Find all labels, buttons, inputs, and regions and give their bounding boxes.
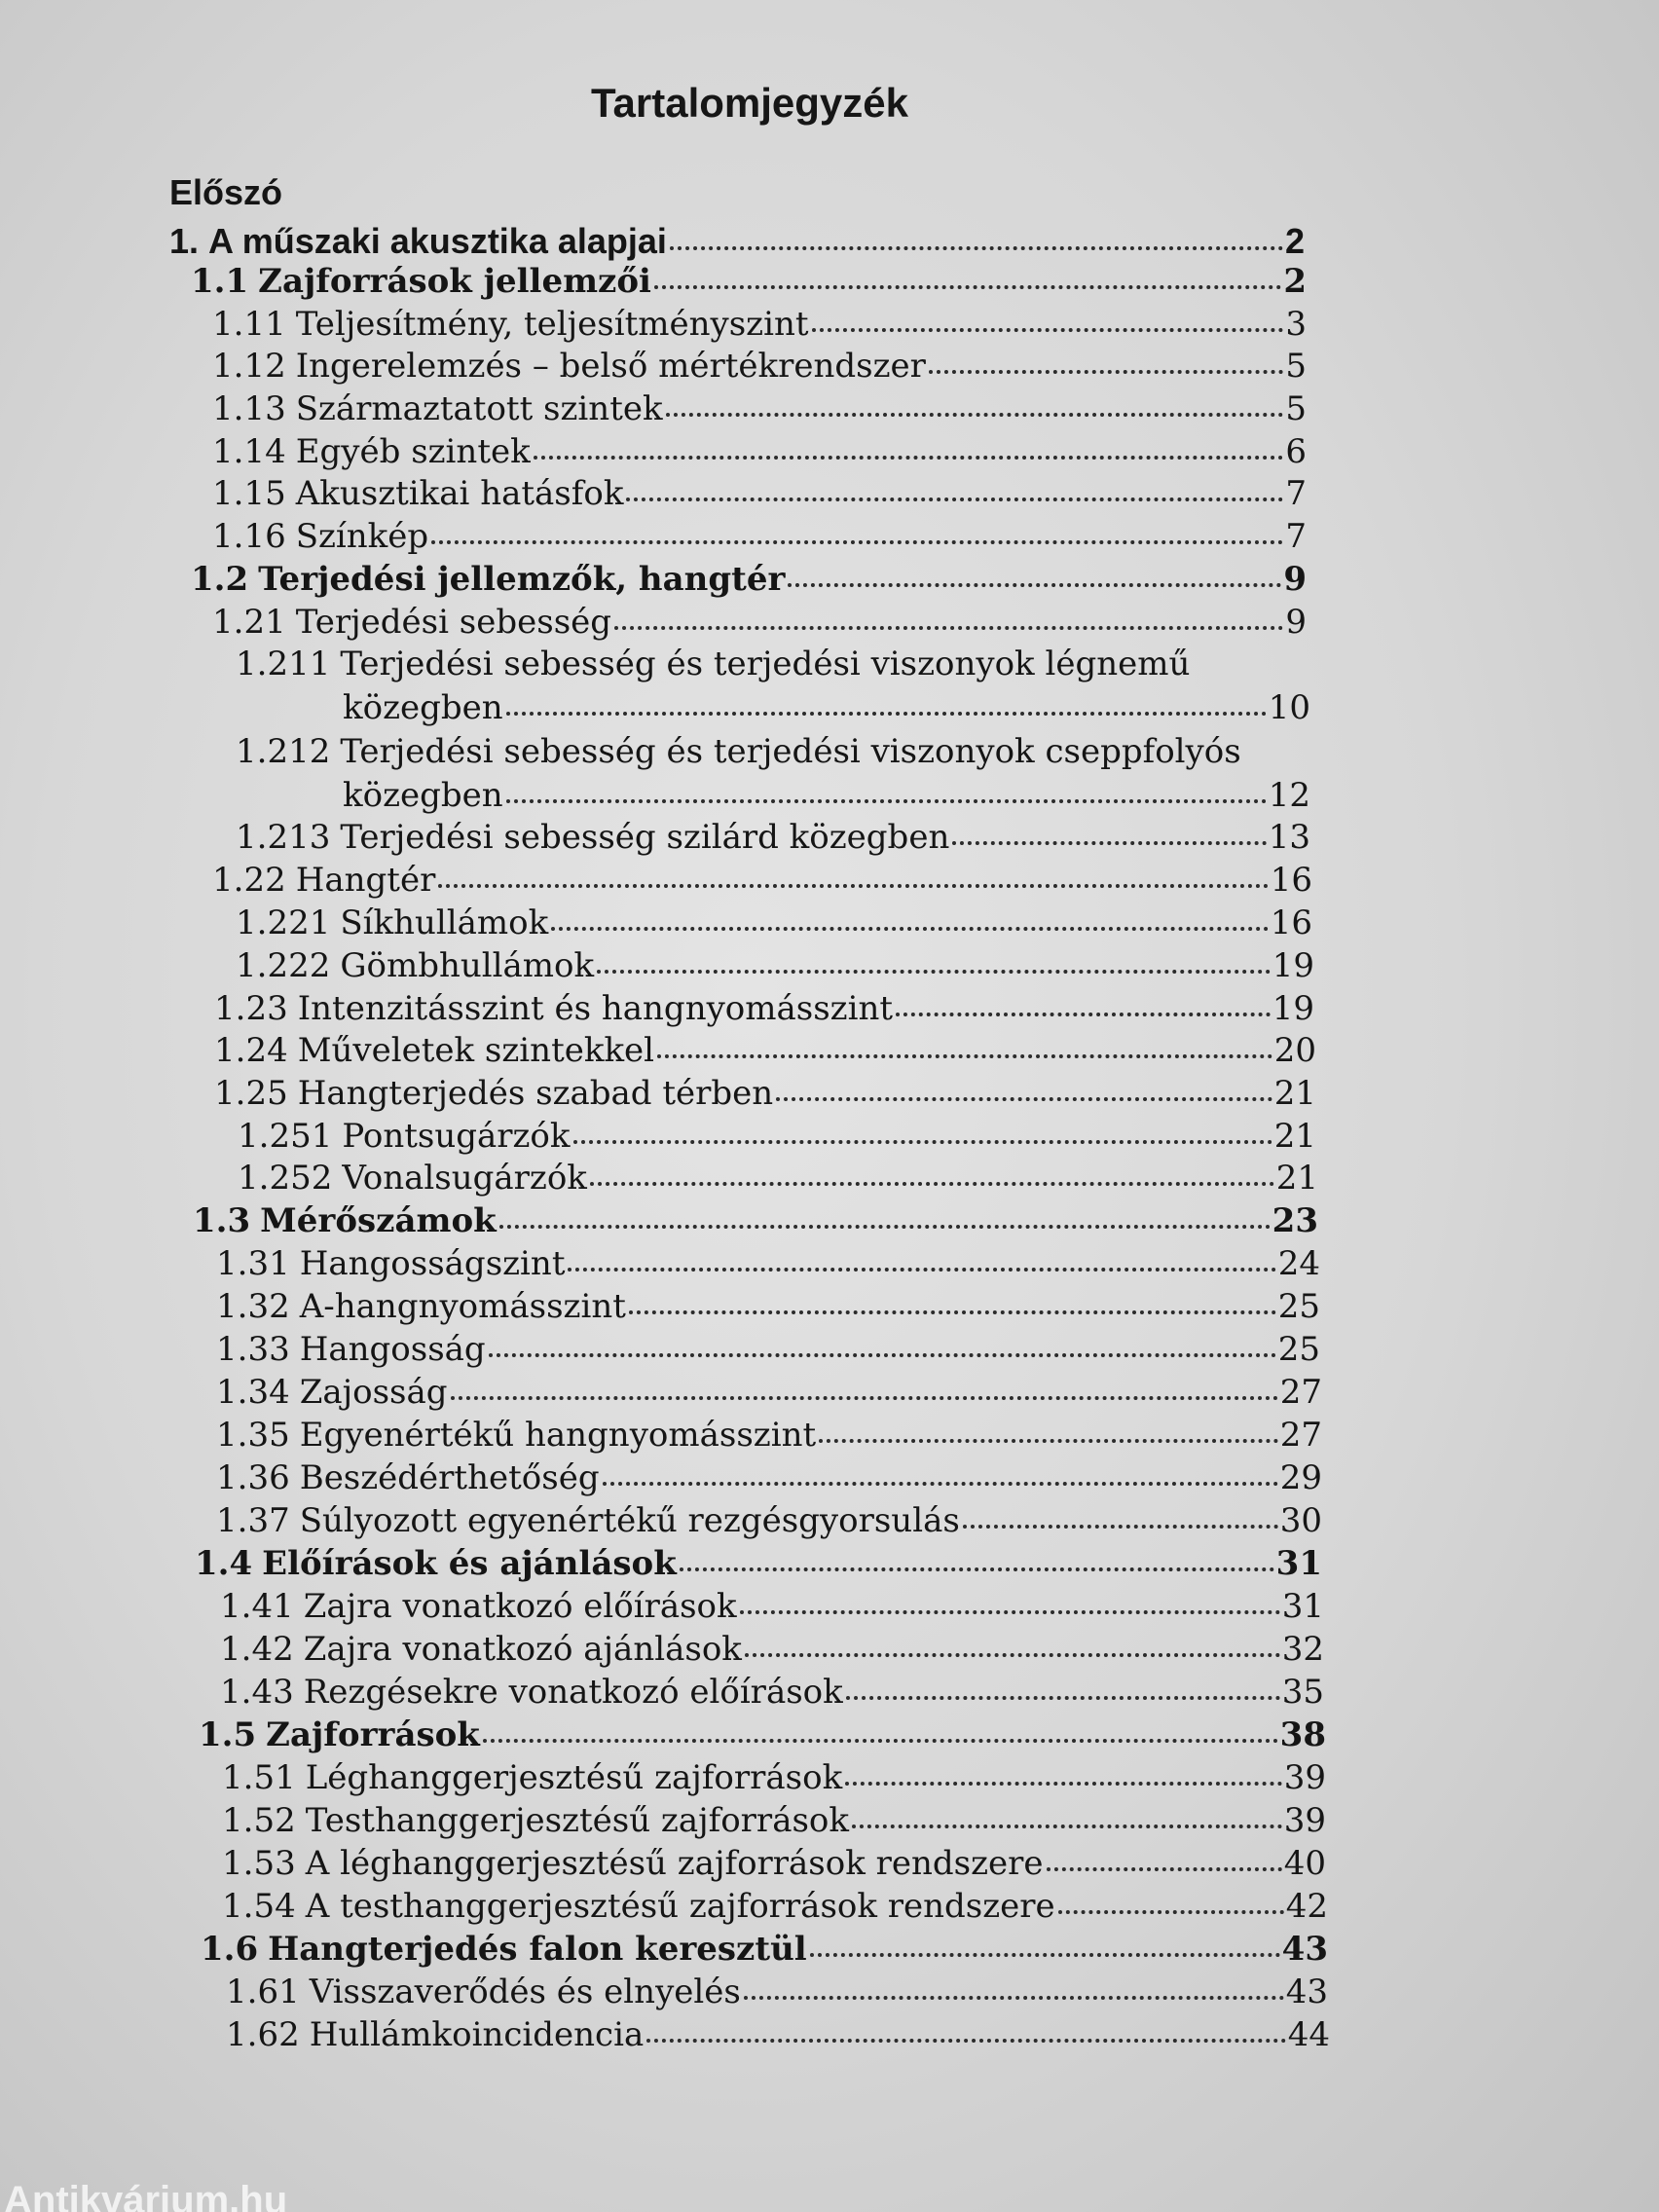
dot-leader — [499, 1225, 1271, 1229]
toc-page-number: 16 — [1270, 861, 1312, 900]
toc-page-number: 21 — [1275, 1159, 1318, 1198]
toc-page-number: 19 — [1272, 946, 1314, 985]
toc-page-number: 25 — [1277, 1330, 1320, 1369]
toc-entry-number: 1.62 — [226, 2015, 300, 2054]
dot-leader — [573, 1140, 1272, 1144]
dot-leader — [654, 285, 1281, 289]
toc-entry-number: 1.37 — [216, 1501, 290, 1540]
dot-leader — [451, 1396, 1278, 1400]
toc-entry-number: 1.36 — [216, 1458, 290, 1497]
dot-leader — [666, 413, 1284, 417]
toc-entry-number: 1.32 — [216, 1287, 290, 1326]
toc-page-number: 32 — [1281, 1630, 1324, 1669]
toc-page-number: 7 — [1285, 474, 1307, 513]
dot-leader — [745, 1653, 1280, 1657]
toc-entry-label: Terjedési sebesség és terjedési viszonyok légnemű — [340, 645, 1191, 683]
toc-entry — [212, 347, 1307, 386]
page-title: Tartalomjegyzék — [590, 80, 908, 126]
toc-entry-number: 1.34 — [216, 1373, 290, 1412]
toc-page-number: 43 — [1281, 1930, 1328, 1969]
toc-page-number: 24 — [1277, 1244, 1320, 1283]
toc-entry-number: 1.14 — [212, 432, 286, 471]
toc-entry-number: 1.51 — [222, 1758, 296, 1797]
toc-entry-number: 1.1 — [191, 262, 249, 301]
toc-entry — [212, 517, 1307, 556]
toc-entry-label: Egyéb szintek — [295, 432, 531, 471]
toc-entry-label: Zajra vonatkozó ajánlások — [303, 1630, 742, 1669]
dot-leader — [431, 540, 1283, 544]
toc-entry-label: Hangterjedés szabad térben — [297, 1074, 774, 1113]
toc-page-number: 5 — [1285, 389, 1307, 428]
toc-entry-label: Ingerelemzés – belső mértékrendszer — [295, 347, 926, 386]
toc-entry-continuation — [343, 776, 1310, 815]
toc-entry-number: 1.2 — [191, 560, 249, 599]
toc-entry-label: Vonalsugárzók — [342, 1159, 587, 1198]
toc-entry — [220, 1673, 1324, 1712]
toc-entry-number: 1.42 — [220, 1630, 294, 1669]
toc-page-number: 43 — [1285, 1972, 1328, 2011]
toc-entry-number: 1.222 — [236, 946, 331, 985]
dot-leader — [590, 1182, 1274, 1186]
toc-page-number: 5 — [1285, 347, 1307, 386]
toc-page-number: 10 — [1268, 688, 1310, 727]
toc-entry-number: 1.22 — [212, 861, 286, 900]
toc-entry-label: Terjedési sebesség szilárd közegben — [340, 818, 950, 857]
toc-entry-number: 1.41 — [220, 1587, 294, 1626]
toc-entry — [214, 989, 1314, 1028]
toc-entry — [216, 1244, 1320, 1283]
toc-entry-number: 1.54 — [222, 1887, 296, 1926]
toc-entry-number: 1.16 — [212, 517, 286, 556]
toc-entry — [212, 305, 1307, 344]
toc-page-number: 30 — [1279, 1501, 1322, 1540]
toc-entry — [236, 903, 1312, 942]
toc-entry-number: 1.221 — [236, 903, 331, 942]
dot-leader — [952, 841, 1266, 845]
toc-entry-label-continued: közegben — [343, 688, 503, 727]
toc-entry-number: 1.24 — [214, 1031, 288, 1070]
toc-entry-label: Hangosságszint — [299, 1244, 566, 1283]
toc-page-number: 35 — [1281, 1673, 1324, 1712]
toc-page-number: 2 — [1284, 221, 1305, 261]
toc-entry-label: Léghanggerjesztésű zajforrások — [305, 1758, 843, 1797]
toc-entry-label: Zajra vonatkozó előírások — [303, 1587, 737, 1626]
toc-entry-number: 1.61 — [226, 1972, 300, 2011]
dot-leader — [810, 1953, 1280, 1957]
toc-page-number: 31 — [1281, 1587, 1324, 1626]
dot-leader — [788, 583, 1281, 587]
dot-leader — [812, 328, 1284, 332]
toc-page-number: 9 — [1283, 560, 1307, 599]
toc-entry-label: Hangosság — [299, 1330, 486, 1369]
toc-entry-number: 1.15 — [212, 474, 286, 513]
toc-entry — [201, 1930, 1328, 1969]
toc-page-number: 38 — [1279, 1715, 1326, 1754]
toc-entry — [212, 603, 1307, 642]
dot-leader — [597, 970, 1271, 974]
dot-leader — [929, 370, 1283, 374]
toc-entry — [222, 1844, 1326, 1883]
toc-entry-label: A testhanggerjesztésű zajforrások rendszere — [305, 1887, 1055, 1926]
toc-entry-label: Beszédérthetőség — [299, 1458, 600, 1497]
dot-leader — [657, 1054, 1272, 1058]
toc-entry-label: Zajforrások — [266, 1715, 480, 1754]
toc-entry-number: 1.3 — [193, 1201, 251, 1240]
toc-entry — [212, 389, 1307, 428]
toc-page-number: 9 — [1285, 603, 1307, 642]
dot-leader — [896, 1013, 1271, 1016]
dot-leader — [551, 927, 1268, 931]
toc-page-number: 31 — [1275, 1544, 1322, 1583]
toc-entry — [238, 1117, 1316, 1156]
toc-entry — [226, 2015, 1330, 2054]
toc-entry-label: A léghanggerjesztésű zajforrások rendszere — [305, 1844, 1044, 1883]
toc-entry-label: Visszaverődés és elnyelés — [309, 1972, 741, 2011]
toc-entry-number: 1.251 — [238, 1117, 333, 1156]
toc-entry-number: 1.52 — [222, 1801, 296, 1840]
toc-page-number: 40 — [1283, 1844, 1326, 1883]
toc-entry-label: Egyenértékű hangnyomásszint — [299, 1416, 817, 1455]
dot-leader — [670, 246, 1283, 250]
toc-page-number: 16 — [1270, 903, 1312, 942]
toc-page-number: 27 — [1279, 1373, 1322, 1412]
toc-entry-number: 1.5 — [199, 1715, 257, 1754]
toc-entry-number: 1.53 — [222, 1844, 296, 1883]
toc-entry — [222, 1801, 1326, 1840]
toc-entry-label: Hangterjedés falon keresztül — [268, 1930, 807, 1969]
toc-entry-label: A-hangnyomásszint — [299, 1287, 626, 1326]
toc-entry-label: Pontsugárzók — [342, 1117, 571, 1156]
toc-entry-number: 1.35 — [216, 1416, 290, 1455]
toc-entry — [212, 861, 1312, 900]
toc-entry-label: Gömbhullámok — [340, 946, 595, 985]
dot-leader — [1058, 1910, 1284, 1914]
dot-leader — [438, 884, 1268, 888]
toc-entry — [169, 221, 1305, 261]
dot-leader — [603, 1482, 1278, 1486]
toc-page-number: 6 — [1285, 432, 1307, 471]
toc-entry-number: 1.13 — [212, 389, 286, 428]
toc-entry-number: 1.213 — [236, 818, 331, 857]
dot-leader — [852, 1825, 1282, 1828]
toc-page-number: 27 — [1279, 1416, 1322, 1455]
toc-entry-label: Színkép — [295, 517, 429, 556]
toc-entry-label: Származtatott szintek — [295, 389, 663, 428]
toc-entry-number: 1.25 — [214, 1074, 288, 1113]
toc-page-number: 7 — [1285, 517, 1307, 556]
toc-entry-number: 1.252 — [238, 1159, 333, 1198]
toc-page-number: 21 — [1273, 1117, 1316, 1156]
dot-leader — [744, 1996, 1284, 2000]
toc-entry-label: Súlyozott egyenértékű rezgésgyorsulás — [299, 1501, 960, 1540]
toc-entry — [195, 1544, 1322, 1583]
dot-leader — [534, 456, 1284, 460]
toc-entry — [216, 1501, 1322, 1540]
toc-page-number: 25 — [1277, 1287, 1320, 1326]
toc-page-number: 44 — [1287, 2015, 1330, 2054]
toc-heading: Előszó — [169, 172, 283, 212]
toc-entry-label: Terjedési jellemzők, hangtér — [258, 560, 786, 599]
dot-leader — [1047, 1867, 1282, 1871]
toc-entry-continuation — [343, 688, 1310, 727]
toc-entry — [216, 1416, 1322, 1455]
toc-entry-label: Testhanggerjesztésű zajforrások — [305, 1801, 849, 1840]
dot-leader — [614, 626, 1283, 630]
toc-entry-number: 1.4 — [195, 1544, 253, 1583]
toc-entry-label: Terjedési sebesség — [295, 603, 612, 642]
toc-page-number: 21 — [1273, 1074, 1316, 1113]
toc-entry — [191, 262, 1307, 301]
toc-entry-label: Hullámkoincidencia — [309, 2015, 645, 2054]
toc-entry-label-continued: közegben — [343, 776, 503, 815]
toc-entry — [214, 1031, 1316, 1070]
dot-leader — [845, 1782, 1282, 1786]
toc-entry-number: 1.211 — [236, 645, 331, 683]
toc-entry — [212, 432, 1307, 471]
toc-entry-number: 1.23 — [214, 989, 288, 1028]
toc-entry — [216, 1373, 1322, 1412]
dot-leader — [846, 1696, 1280, 1700]
toc-entry-number: 1.11 — [212, 305, 286, 344]
toc-entry — [236, 818, 1310, 857]
toc-entry — [216, 1287, 1320, 1326]
toc-page-number: 2 — [1283, 262, 1307, 301]
dot-leader — [483, 1739, 1278, 1743]
toc-entry — [191, 560, 1307, 599]
dot-leader — [629, 1310, 1276, 1314]
toc-page-number: 39 — [1283, 1801, 1326, 1840]
toc-entry-number: 1.43 — [220, 1673, 294, 1712]
toc-entry — [216, 1330, 1320, 1369]
toc-entry — [238, 1159, 1318, 1198]
toc-page-number: 42 — [1285, 1887, 1328, 1926]
toc-entry-label: A műszaki akusztika alapjai — [208, 221, 667, 261]
dot-leader — [626, 498, 1283, 501]
toc-page-number: 20 — [1273, 1031, 1316, 1070]
toc-entry-label: Zajosság — [299, 1373, 448, 1412]
toc-entry-number: 1.6 — [201, 1930, 259, 1969]
toc-entry — [236, 732, 1241, 771]
dot-leader — [506, 799, 1267, 803]
dot-leader — [646, 2039, 1285, 2043]
toc-entry — [222, 1887, 1328, 1926]
toc-entry — [222, 1758, 1326, 1797]
toc-entry-label: Rezgésekre vonatkozó előírások — [303, 1673, 843, 1712]
toc-entry-label: Műveletek szintekkel — [297, 1031, 655, 1070]
dot-leader — [963, 1525, 1278, 1529]
toc-page-number: 3 — [1285, 305, 1307, 344]
toc-entry-number: 1. — [169, 221, 200, 261]
toc-entry — [212, 474, 1307, 513]
toc-entry — [220, 1630, 1324, 1669]
toc-entry-label: Terjedési sebesség és terjedési viszonyok cseppfolyós — [340, 732, 1241, 771]
dot-leader — [506, 712, 1267, 716]
toc-page-number: 39 — [1283, 1758, 1326, 1797]
dot-leader — [489, 1353, 1276, 1357]
toc-page-number: 13 — [1268, 818, 1310, 857]
toc-entry-number: 1.33 — [216, 1330, 290, 1369]
toc-entry — [193, 1201, 1318, 1240]
toc-entry — [216, 1458, 1322, 1497]
dot-leader — [740, 1610, 1280, 1614]
toc-page-number: 29 — [1279, 1458, 1322, 1497]
toc-page-number: 23 — [1272, 1201, 1318, 1240]
toc-entry-label: Előírások és ajánlások — [262, 1544, 677, 1583]
toc-entry — [220, 1587, 1324, 1626]
toc-entry-label: Zajforrások jellemzői — [258, 262, 651, 301]
toc-entry-label: Akusztikai hatásfok — [295, 474, 624, 513]
toc-entry-label: Teljesítmény, teljesítményszint — [295, 305, 809, 344]
toc-entry — [226, 1972, 1328, 2011]
dot-leader — [680, 1567, 1274, 1571]
toc-entry-label: Intenzitásszint és hangnyomásszint — [297, 989, 894, 1028]
toc-entry-label: Mérőszámok — [260, 1201, 497, 1240]
toc-entry — [199, 1715, 1326, 1754]
toc-page-number: 19 — [1272, 989, 1314, 1028]
toc-entry-label: Hangtér — [295, 861, 436, 900]
watermark: Antikvárium.hu — [4, 2179, 288, 2212]
dot-leader — [568, 1268, 1275, 1272]
toc-entry — [236, 946, 1314, 985]
toc-entry-label: Síkhullámok — [340, 903, 549, 942]
toc-entry — [214, 1074, 1316, 1113]
toc-entry-number: 1.212 — [236, 732, 331, 771]
toc-entry-number: 1.21 — [212, 603, 286, 642]
dot-leader — [776, 1097, 1272, 1101]
toc-entry-number: 1.12 — [212, 347, 286, 386]
toc-entry — [236, 647, 1190, 681]
toc-entry-number: 1.31 — [216, 1244, 290, 1283]
dot-leader — [819, 1439, 1278, 1443]
toc-page-number: 12 — [1268, 776, 1310, 815]
